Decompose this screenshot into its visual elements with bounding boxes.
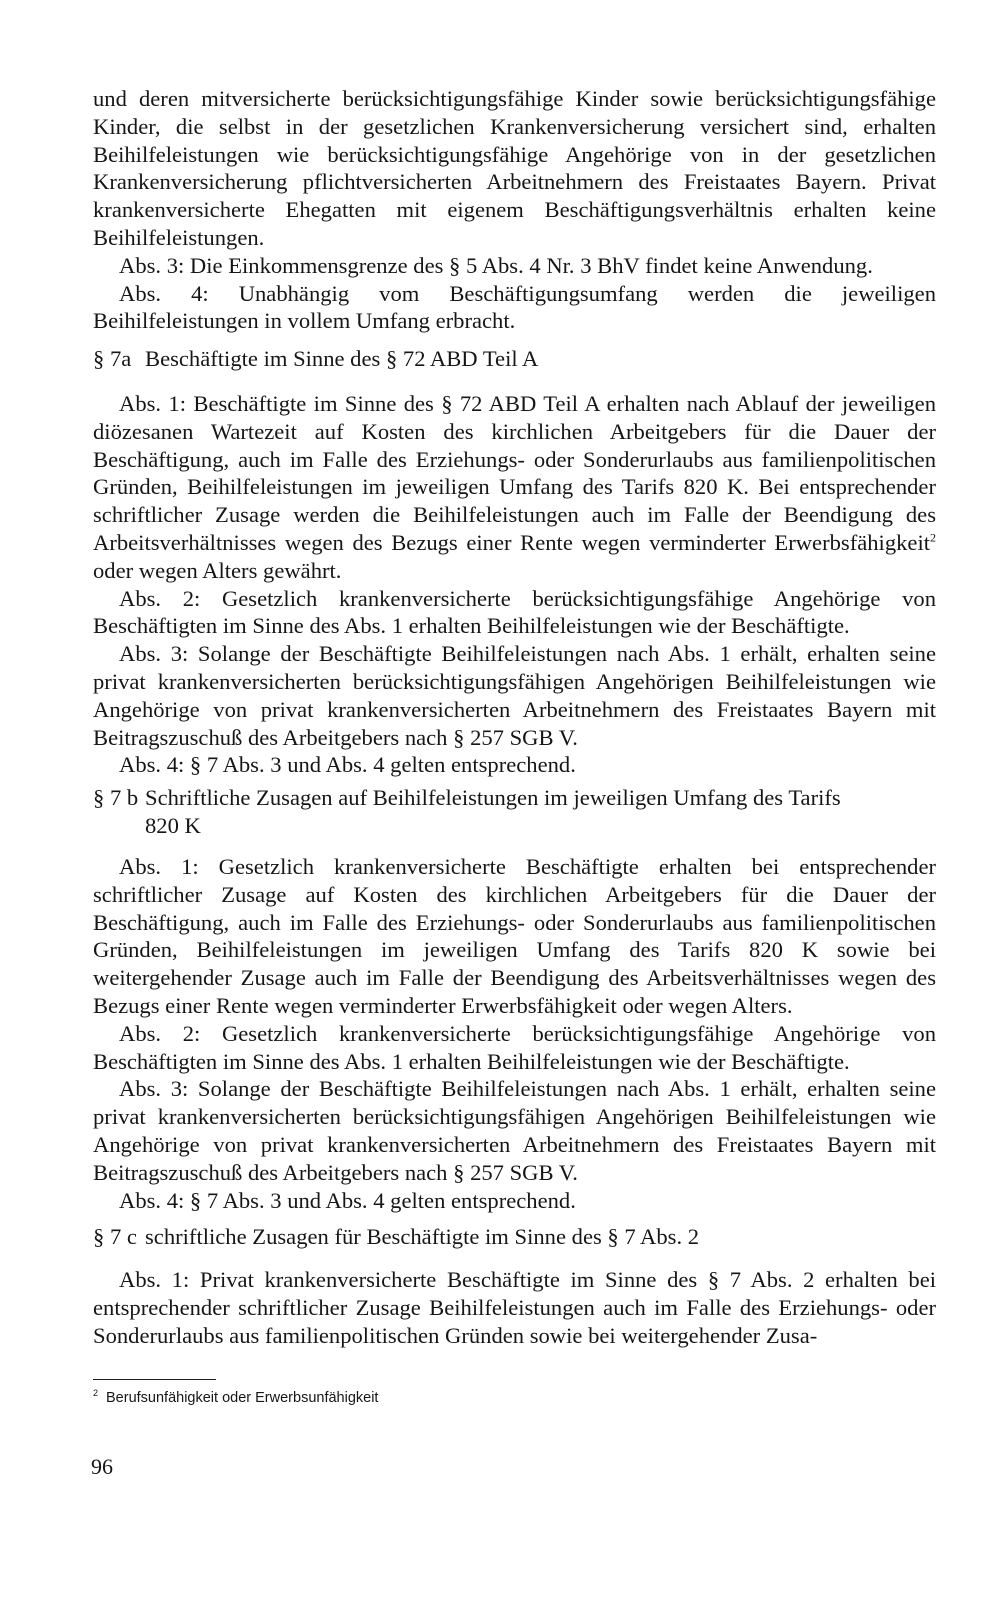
- section-7b-title-line1: Schriftliche Zusagen auf Beihilfeleistungen im jeweiligen Umfang des Tarifs: [145, 785, 841, 810]
- section-7c-title: schriftliche Zusagen für Beschäftigte im Sinne des § 7 Abs. 2: [145, 1224, 700, 1249]
- footnote: [93, 1388, 378, 1408]
- section-7a-abs1: [93, 390, 936, 585]
- page-number: 96: [91, 1454, 113, 1479]
- section-7c-abs1: Abs. 1: Privat krankenversicherte Beschäftigte im Sinne des § 7 Abs. 2 erhalten bei entsprechender schriftlicher Zusage Beihilfeleistungen auch im Falle des Erziehungs- oder Sonderurlaubs aus familienpolitischen Gründen sowie bei weitergehender Zusa-: [93, 1267, 936, 1348]
- section-7a-abs3: Abs. 3: Solange der Beschäftigte Beihilfeleistungen nach Abs. 1 erhält, erhalten seine privat krankenversicherten berücksichtigungsfähigen Angehörigen Beihilfeleistungen wie Angehörige von privat krankenversicherten Arbeitnehmern des Freistaates Bayern mit Beitragszuschuß des Arbeitgebers nach § 257 SGB V.: [93, 641, 936, 750]
- intro-abs4: Abs. 4: Unabhängig vom Beschäftigungsumfang werden die jeweiligen Beihilfeleistungen in vollem Umfang erbracht.: [93, 280, 936, 334]
- section-7a-number: § 7a: [93, 346, 132, 371]
- section-7a-abs2: Abs. 2: Gesetzlich krankenversicherte berücksichtigungsfähige Angehörige von Beschäftigten im Sinne des Abs. 1 erhalten Beihilfeleistungen wie der Beschäftigte.: [93, 585, 936, 639]
- section-7c-body: [93, 1266, 936, 1349]
- section-7a-title: Beschäftigte im Sinne des § 72 ABD Teil A: [145, 346, 539, 371]
- section-7a-abs1-text-end: oder wegen Alters gewährt.: [93, 557, 342, 583]
- section-7a-abs1-text: Abs. 1: Beschäftigte im Sinne des § 72 ABD Teil A erhalten nach Ablauf der jeweiligen diözesanen Wartezeit auf Kosten des kirchlichen Arbeitgebers für die Dauer der Beschäftigung, auch im Falle des Erziehungs- oder Sonderurlaubs aus familienpolitischen Gründen, Beihilfeleistungen im jeweiligen Umfang des Tarifs 820 K. Bei entsprechender schriftlicher Zusage werden die Beihilfeleistungen auch im Falle der Beendigung des Arbeitsverhältnisses wegen des Bezugs einer Rente wegen verminderter Erwerbsfähigkeit: [93, 391, 936, 555]
- section-7b-number: § 7 b: [93, 785, 139, 810]
- footnote-reference: 2: [930, 530, 936, 545]
- section-7c-heading: [93, 1223, 936, 1251]
- section-7b-title-line2: 820 K: [145, 812, 201, 838]
- section-7a-abs4: Abs. 4: § 7 Abs. 3 und Abs. 4 gelten entsprechend.: [119, 752, 576, 778]
- footnote-text: Berufsunfähigkeit oder Erwerbsunfähigkeit: [106, 1390, 379, 1406]
- footnote-divider: [93, 1379, 216, 1380]
- footnote-marker: 2: [93, 1388, 99, 1399]
- intro-paragraph: und deren mitversicherte berücksichtigungsfähige Kinder sowie berücksichtigungsfähige Kinder, die selbst in der gesetzlichen Krankenversicherung versichert sind, erhalten Beihilfeleistungen wie berücksichtigungsfähige Angehörige von in der gesetzlichen Krankenversicherung pflichtversicherten Arbeitnehmern des Freistaates Bayern. Privat krankenversicherte Ehegatten mit eigenem Beschäftigungsverhältnis erhalten keine Beihilfeleistungen.: [93, 86, 936, 250]
- section-7a-heading: [93, 345, 936, 373]
- section-7b-abs1: Abs. 1: Gesetzlich krankenversicherte Beschäftigte erhalten bei entsprechender schriftlicher Zusage auf Kosten des kirchlichen Arbeitgebers für die Dauer der Beschäftigung, auch im Falle des Erziehungs- oder Sonderurlaubs aus familienpolitischen Gründen, Beihilfeleistungen im jeweiligen Umfang des Tarifs 820 K sowie bei weitergehender Zusage auch im Falle der Beendigung des Arbeitsverhältnisses wegen des Bezugs einer Rente wegen verminderter Erwerbsfähigkeit oder wegen Alters.: [93, 854, 936, 1018]
- section-7b-abs3: Abs. 3: Solange der Beschäftigte Beihilfeleistungen nach Abs. 1 erhält, erhalten seine privat krankenversicherten berücksichtigungsfähigen Angehörigen Beihilfeleistungen wie Angehörige von privat krankenversicherten Arbeitnehmern des Freistaates Bayern mit Beitragszuschuß des Arbeitgebers nach § 257 SGB V.: [93, 1076, 936, 1185]
- intro-block: [93, 85, 936, 335]
- section-7b-heading: [93, 784, 936, 840]
- section-7c-number: § 7 c: [93, 1224, 137, 1249]
- intro-abs3: Abs. 3: Die Einkommensgrenze des § 5 Abs. 4 Nr. 3 BhV findet keine Anwendung.: [119, 252, 873, 278]
- section-7a-body: [93, 390, 936, 779]
- section-7b-abs4: Abs. 4: § 7 Abs. 3 und Abs. 4 gelten entsprechend.: [119, 1187, 576, 1213]
- section-7b-body: [93, 853, 936, 1214]
- section-7b-abs2: Abs. 2: Gesetzlich krankenversicherte berücksichtigungsfähige Angehörige von Beschäftigten im Sinne des Abs. 1 erhalten Beihilfeleistungen wie der Beschäftigte.: [93, 1020, 936, 1074]
